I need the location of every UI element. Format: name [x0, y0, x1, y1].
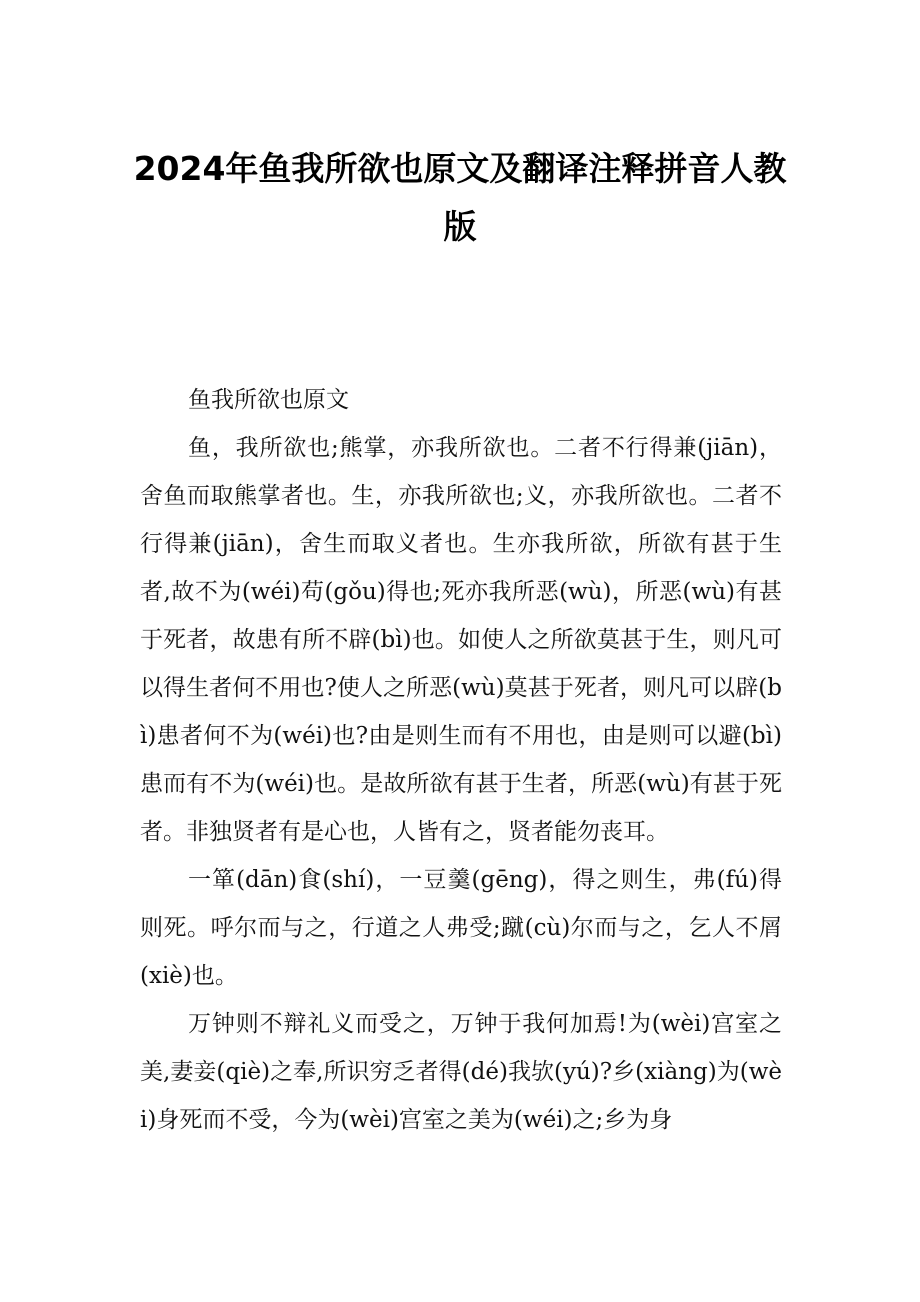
document-body	[140, 376, 782, 1144]
paragraph: 万钟则不辩礼义而受之，万钟于我何加焉!为(wèi)宫室之美,妻妾(qiè)之奉,所识穷乏者得(dé)我欤(yú)?乡(xiàng)为(wèi)身死而不受，今为(wèi)宫室之美为(wéi)之;乡为身	[140, 1011, 782, 1133]
paragraph: 鱼，我所欲也;熊掌，亦我所欲也。二者不行得兼(jiān)，舍鱼而取熊掌者也。生，亦我所欲也;义，亦我所欲也。二者不行得兼(jiān)，舍生而取义者也。生亦我所欲，所欲有甚于生者,故不为(wéi)苟(gǒu)得也;死亦我所恶(wù)，所恶(wù)有甚于死者，故患有所不辟(bì)也。如使人之所欲莫甚于生，则凡可以得生者何不用也?使人之所恶(wù)莫甚于死者，则凡可以辟(bì)患者何不为(wéi)也?由是则生而有不用也，由是则可以避(bì)患而有不为(wéi)也。是故所欲有甚于生者，所恶(wù)有甚于死者。非独贤者有是心也，人皆有之，贤者能勿丧耳。	[140, 435, 782, 845]
document-title: 2024年鱼我所欲也原文及翻译注释拼音人教版	[133, 149, 787, 246]
section-heading: 鱼我所欲也原文	[188, 387, 349, 413]
paragraph: 一箪(dān)食(shí)，一豆羹(gēng)，得之则生，弗(fú)得则死。呼尔而与之，行道之人弗受;蹴(cù)尔而与之，乞人不屑(xiè)也。	[140, 867, 782, 989]
